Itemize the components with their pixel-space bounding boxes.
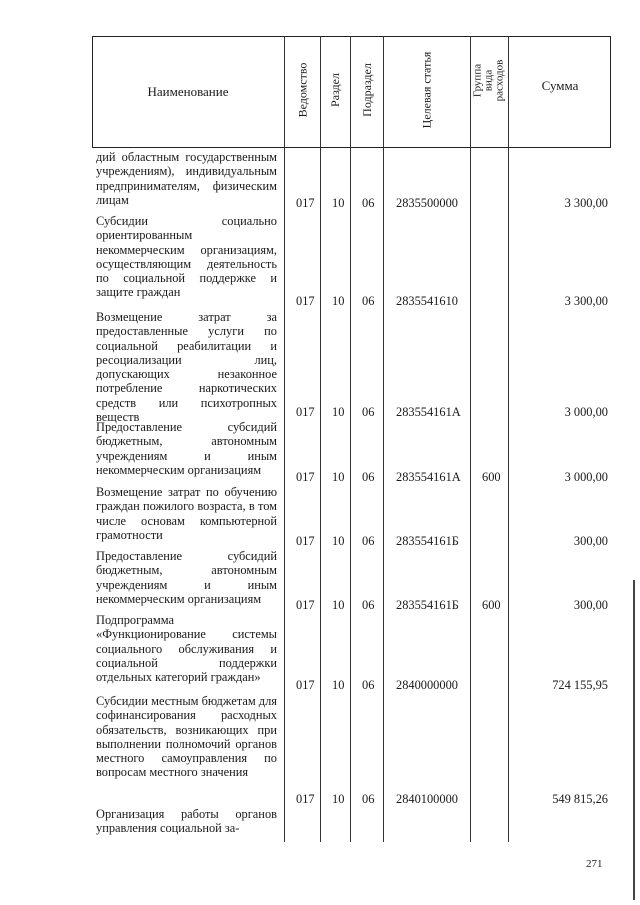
header-gruppa-label: Группа вида расходов <box>471 59 506 101</box>
column-divider <box>470 36 471 842</box>
cell-vedomstvo: 017 <box>296 598 315 612</box>
header-vedomstvo <box>284 40 320 140</box>
cell-razdel: 10 <box>332 678 345 692</box>
row-description: Организация работы органов управления социальной за- <box>96 807 277 836</box>
cell-podrazdel: 06 <box>362 598 375 612</box>
cell-summa: 300,00 <box>573 534 608 548</box>
cell-podrazdel: 06 <box>362 294 375 308</box>
cell-gruppa: 600 <box>482 598 501 612</box>
column-divider <box>350 36 351 842</box>
header-summa: Сумма <box>541 78 579 93</box>
column-divider <box>284 36 285 842</box>
cell-razdel: 10 <box>332 598 345 612</box>
cell-vedomstvo: 017 <box>296 294 315 308</box>
row-description: Подпрограмма «Функционирование системы социального обслуживания и социальной поддержки отдельных категорий граждан» <box>96 613 277 685</box>
cell-vedomstvo: 017 <box>296 470 315 484</box>
header-razdel <box>320 40 350 140</box>
row-description: Предоставление субсидий бюджетным, автономным учреждениям и иным некоммерческим организациям <box>96 420 277 477</box>
cell-celevaya: 2835541610 <box>396 294 458 308</box>
cell-summa: 3 300,00 <box>564 196 608 210</box>
cell-vedomstvo: 017 <box>296 405 315 419</box>
header-celevaya-label: Целевая статья <box>419 51 434 129</box>
cell-razdel: 10 <box>332 405 345 419</box>
row-description: Возмещение затрат за предоставленные услуги по социальной реабилитации и ресоциализации лиц, допускающих незаконное потребление наркотических средств или психотропных веществ <box>96 310 277 425</box>
cell-vedomstvo: 017 <box>296 792 315 806</box>
cell-celevaya: 283554161Б <box>396 534 459 548</box>
cell-summa: 3 000,00 <box>564 405 608 419</box>
header-razdel-label: Раздел <box>328 73 343 107</box>
cell-celevaya: 2835500000 <box>396 196 458 210</box>
cell-vedomstvo: 017 <box>296 678 315 692</box>
header-podrazdel-label: Подраздел <box>359 63 374 117</box>
cell-vedomstvo: 017 <box>296 196 315 210</box>
cell-celevaya: 2840000000 <box>396 678 458 692</box>
cell-podrazdel: 06 <box>362 678 375 692</box>
cell-podrazdel: 06 <box>362 405 375 419</box>
cell-podrazdel: 06 <box>362 792 375 806</box>
cell-vedomstvo: 017 <box>296 534 315 548</box>
cell-razdel: 10 <box>332 294 345 308</box>
cell-summa: 3 000,00 <box>564 470 608 484</box>
cell-razdel: 10 <box>332 196 345 210</box>
header-vedomstvo-label: Ведомство <box>295 62 310 118</box>
row-description: Субсидии местным бюджетам для софинансирования расходных обязательств, возникающих при выполнении полномочий органов местного самоуправления по вопросам местного значения <box>96 694 277 780</box>
cell-summa: 549 815,26 <box>552 792 608 806</box>
cell-razdel: 10 <box>332 792 345 806</box>
cell-razdel: 10 <box>332 470 345 484</box>
header-celevaya <box>383 40 470 140</box>
row-description: Субсидии социально ориентированным некоммерческим организациям, осуществляющим деятельность по социальной поддержке и защите граждан <box>96 214 277 300</box>
scan-edge <box>633 580 635 900</box>
cell-celevaya: 283554161А <box>396 470 461 484</box>
cell-podrazdel: 06 <box>362 470 375 484</box>
cell-razdel: 10 <box>332 534 345 548</box>
column-divider <box>508 36 509 842</box>
row-description: Предоставление субсидий бюджетным, автономным учреждениям и иным некоммерческим организациям <box>96 549 277 606</box>
column-divider <box>320 36 321 842</box>
column-divider <box>383 36 384 842</box>
header-podrazdel <box>350 40 383 140</box>
header-gruppa <box>470 30 508 130</box>
cell-celevaya: 283554161Б <box>396 598 459 612</box>
cell-gruppa: 600 <box>482 470 501 484</box>
cell-summa: 300,00 <box>573 598 608 612</box>
header-name: Наименование <box>147 84 229 99</box>
page-number: 271 <box>586 858 603 870</box>
cell-podrazdel: 06 <box>362 534 375 548</box>
row-description: Возмещение затрат по обучению граждан пожилого возраста, в том числе основам компьютерной грамотности <box>96 485 277 542</box>
cell-summa: 724 155,95 <box>552 678 608 692</box>
cell-podrazdel: 06 <box>362 196 375 210</box>
row-description: дий областным государственным учреждениям), индивидуальным предпринимателям, физическим лицам <box>96 150 277 207</box>
cell-celevaya: 2840100000 <box>396 792 458 806</box>
cell-celevaya: 283554161А <box>396 405 461 419</box>
cell-summa: 3 300,00 <box>564 294 608 308</box>
